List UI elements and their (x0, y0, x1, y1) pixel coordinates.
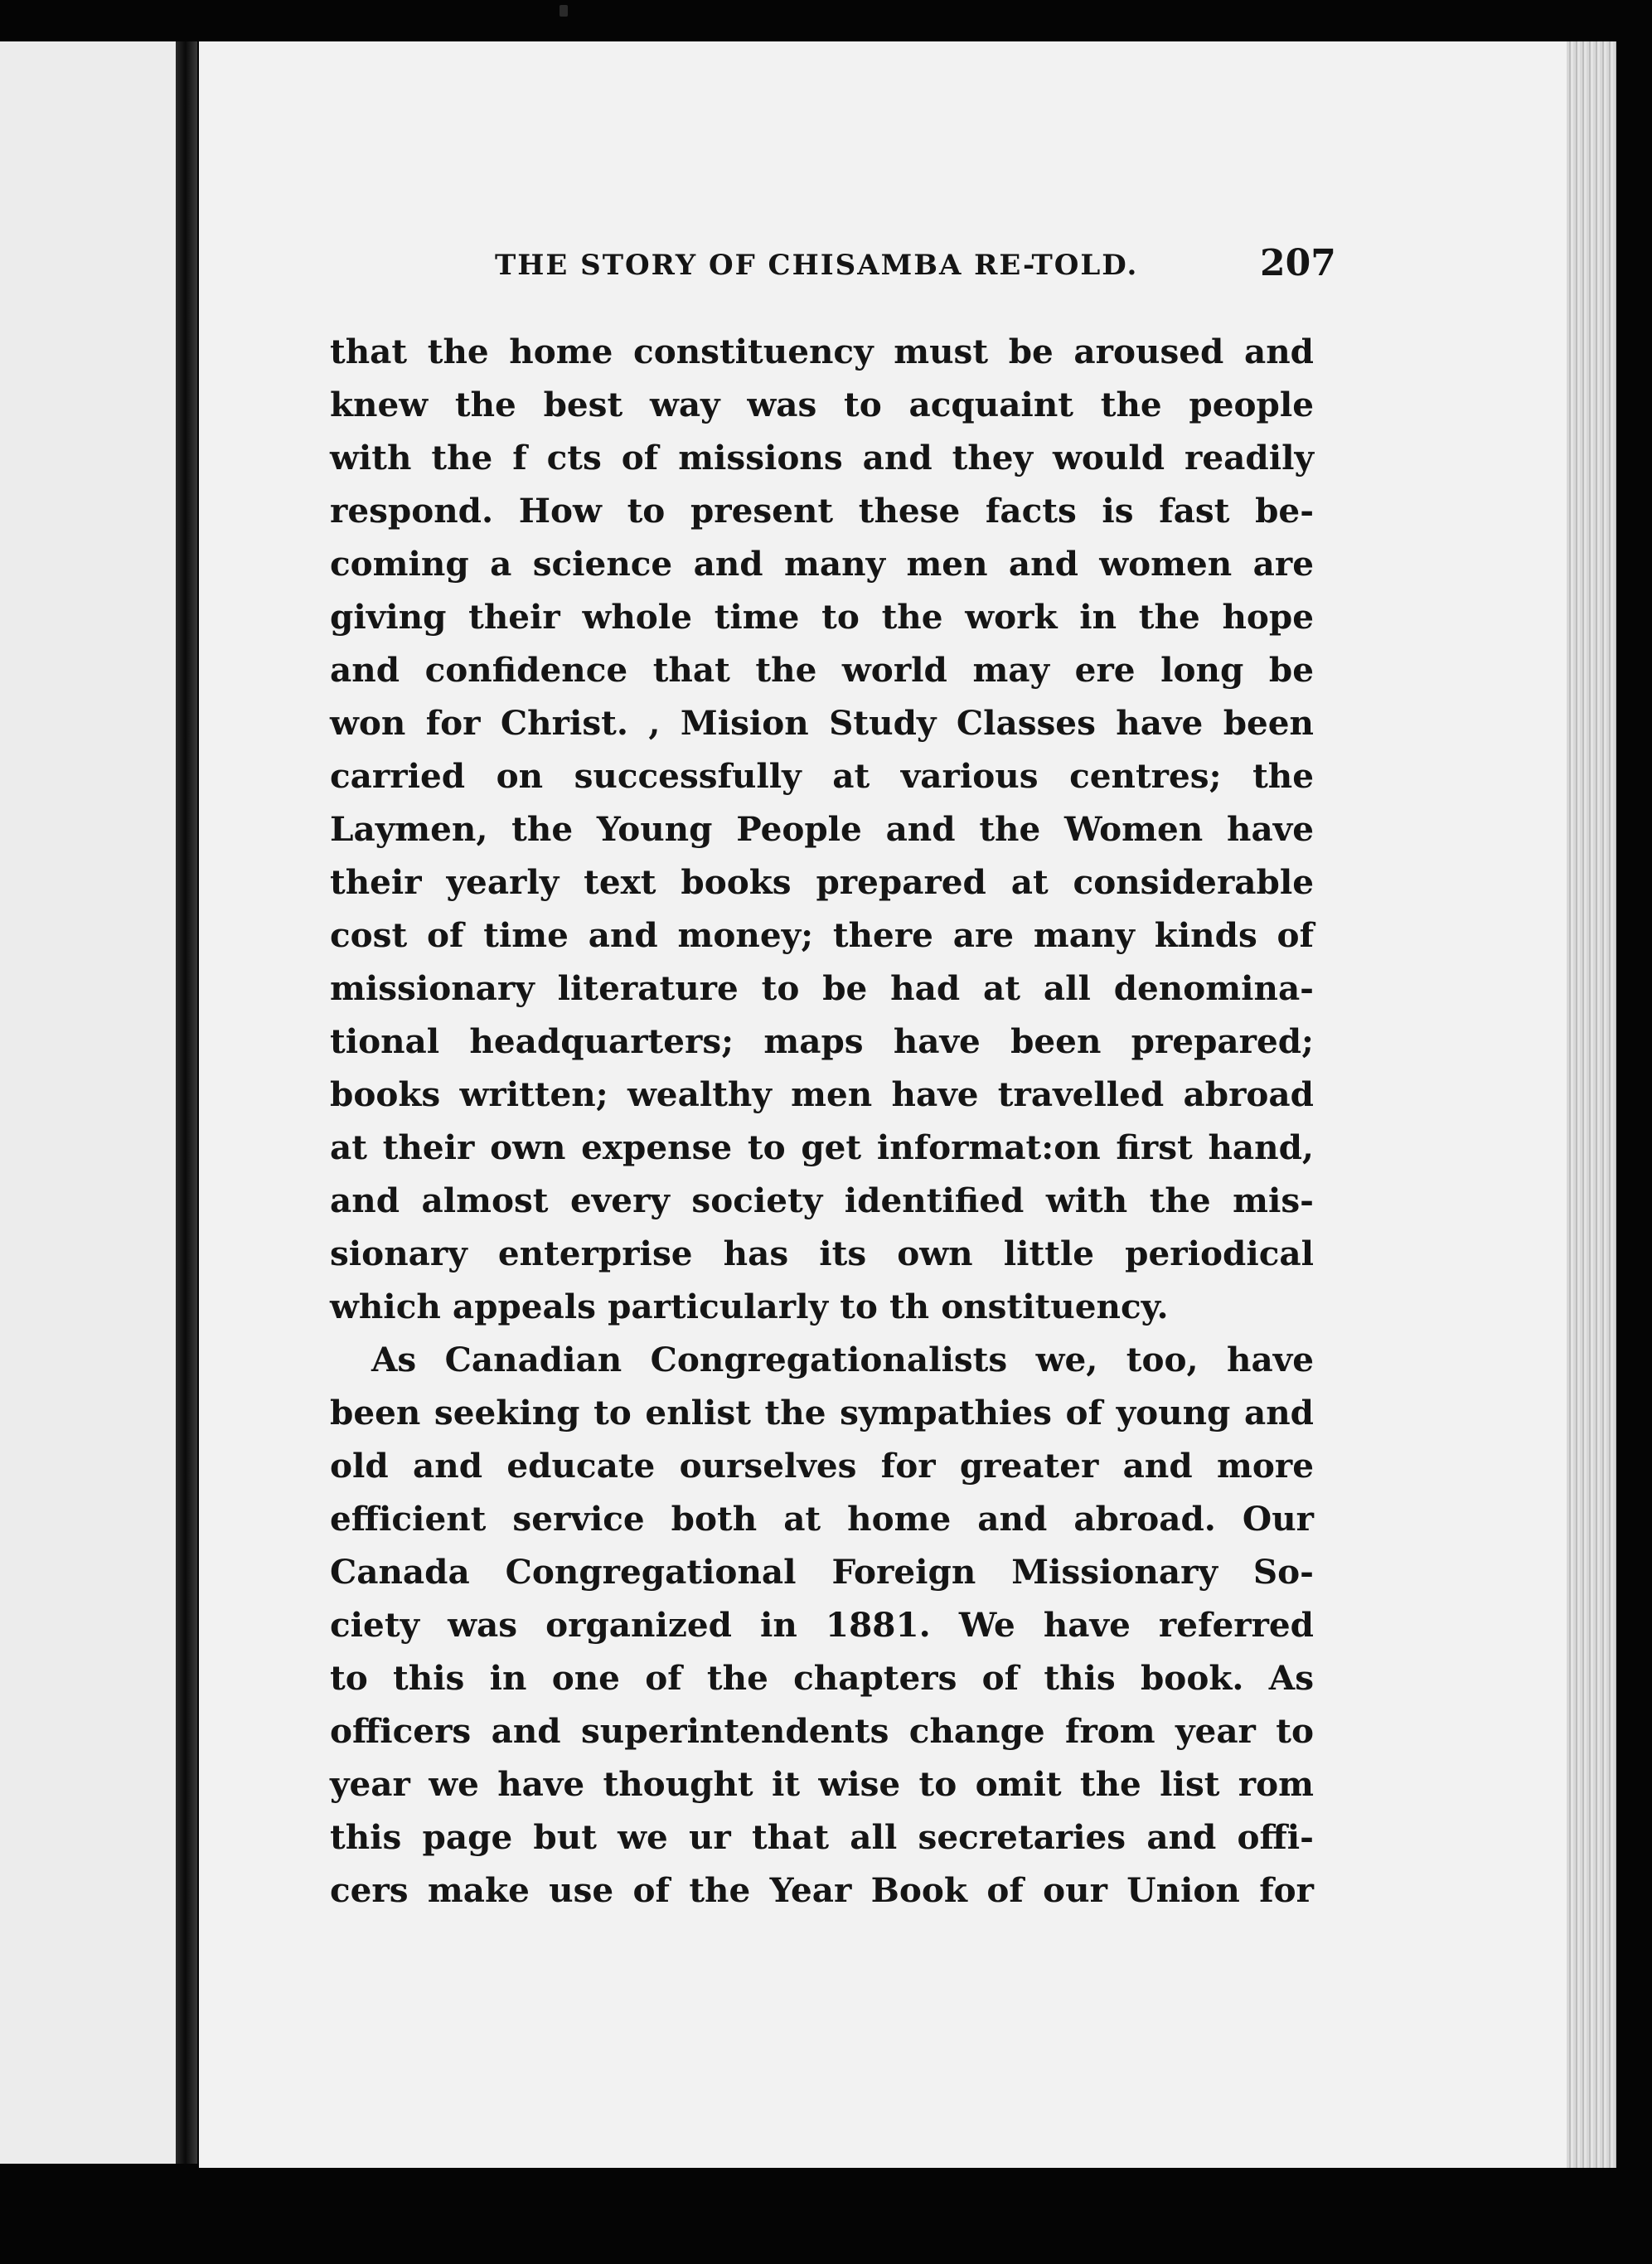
book-gutter (176, 41, 197, 2164)
text-line: giving their whole time to the work in the hope (330, 597, 1314, 637)
facing-page-edge (0, 41, 182, 2164)
text-line: carried on successfully at various centres; the (330, 756, 1314, 796)
page-stack-edge (1567, 41, 1616, 2168)
text-line: respond. How to present these facts is fast be- (330, 491, 1314, 531)
text-line: year we have thought it wise to omit the list rom (330, 1764, 1314, 1804)
text-line: ciety was organized in 1881. We have referred (330, 1605, 1314, 1645)
text-line: at their own expense to get informat:on first hand, (330, 1127, 1314, 1167)
page-number: 207 (1260, 242, 1336, 284)
text-line: and almost every society identified with the mis- (330, 1180, 1314, 1220)
text-line: that the home constituency must be aroused and (330, 332, 1314, 371)
running-head: THE STORY OF CHISAMBA RE-TOLD. (495, 249, 1139, 282)
text-line: coming a science and many men and women are (330, 544, 1314, 584)
text-line: with the f cts of missions and they would readily (330, 438, 1314, 478)
text-line: books written; wealthy men have travelled abroad (330, 1074, 1314, 1114)
body-text (330, 325, 1314, 1917)
text-line: been seeking to enlist the sympathies of young and (330, 1393, 1314, 1433)
paragraph-end-line: which appeals particularly to th onstituency. (330, 1287, 1169, 1326)
text-line: won for Christ. , Mision Study Classes have been (330, 703, 1314, 743)
text-line: cost of time and money; there are many kinds of (330, 915, 1314, 955)
text-line: efficient service both at home and abroad. Our (330, 1499, 1314, 1539)
text-line: tional headquarters; maps have been prepared; (330, 1021, 1314, 1061)
text-line: and confidence that the world may ere long be (330, 650, 1314, 690)
text-line: Canada Congregational Foreign Missionary So- (330, 1552, 1314, 1592)
text-line: Laymen, the Young People and the Women have (330, 809, 1314, 849)
text-line: sionary enterprise has its own little periodical (330, 1234, 1314, 1273)
text-line: knew the best way was to acquaint the people (330, 385, 1314, 424)
text-line: cers make use of the Year Book of our Union for (330, 1870, 1314, 1910)
text-line: missionary literature to be had at all denomina- (330, 968, 1314, 1008)
text-line: to this in one of the chapters of this book. As (330, 1658, 1314, 1698)
scan-speck (560, 5, 568, 17)
text-line: this page but we ur that all secretaries and offi- (330, 1817, 1314, 1857)
text-line: officers and superintendents change from year to (330, 1711, 1314, 1751)
paragraph-start-line: As Canadian Congregationalists we, too, have (371, 1340, 1314, 1379)
text-line: their yearly text books prepared at considerable (330, 862, 1314, 902)
text-line: old and educate ourselves for greater and more (330, 1446, 1314, 1486)
